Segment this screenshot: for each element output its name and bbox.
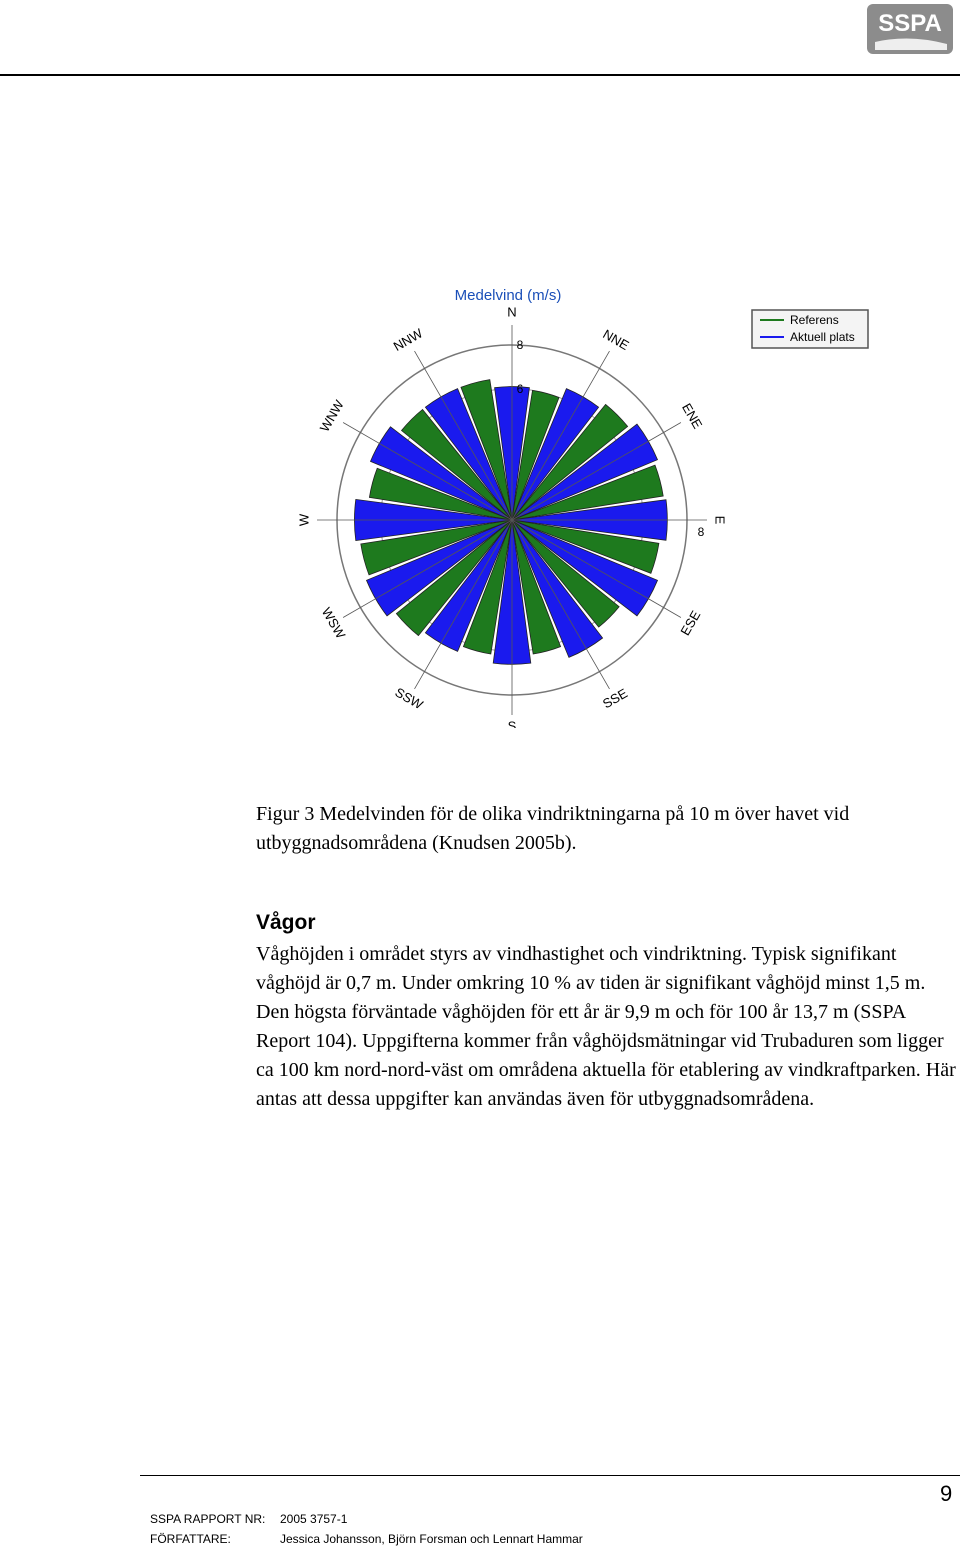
direction-label-w: W — [296, 513, 312, 527]
legend-item-referens: Referens — [790, 313, 839, 327]
figure-caption: Figur 3 Medelvinden för de olika vindriktningarna på 10 m över havet vid utbyggnadsområdena (Knudsen 2005b). — [256, 803, 850, 854]
footer-rule — [140, 1475, 960, 1476]
footer-author-label: FÖRFATTARE: — [150, 1532, 231, 1546]
direction-label-ene: ENE — [679, 400, 706, 432]
legend-item-aktuell-plats: Aktuell plats — [790, 330, 855, 344]
radial-tick-east-8: 8 — [697, 525, 705, 539]
radial-tick-6: 6 — [516, 381, 524, 396]
direction-label-ssw: SSW — [392, 684, 426, 713]
radial-tick-8: 8 — [516, 338, 524, 352]
wind-rose-chart — [296, 278, 876, 728]
direction-label-wsw: WSW — [318, 604, 349, 642]
direction-label-sse: SSE — [599, 685, 630, 712]
direction-label-nnw: NNW — [390, 325, 426, 355]
direction-label-s: S — [507, 718, 517, 728]
direction-label-n: N — [507, 304, 517, 320]
footer-author-value: Jessica Johansson, Björn Forsman och Lennart Hammar — [280, 1532, 583, 1546]
body-paragraph: Våghöjden i området styrs av vindhastighet och vindriktning. Typisk signifikant våghöjd är 0,7 m. Under omkring 10 % av tiden är signifikant våghöjd minst 1,5 m. Den högsta förväntade våghöjden för ett år är 9,9 m och för 100 år 13,7 m (SSPA Report 104). Uppgifterna kommer från våghöjdsmätningar vid Trubaduren som ligger ca 100 km nord-nord-väst om områdena aktuella för etablering av vindkraftparken. Här antas att dessa uppgifter kan användas även för utbyggnadsområdena. — [256, 943, 956, 1110]
chart-title: Medelvind (m/s) — [454, 287, 562, 304]
footer-report-label: SSPA RAPPORT NR: — [150, 1512, 266, 1526]
page-number: 9 — [940, 1481, 953, 1506]
direction-label-wnw: WNW — [316, 397, 347, 435]
direction-label-ese: ESE — [677, 607, 704, 638]
footer-report-line — [150, 1512, 347, 1526]
direction-label-e: E — [712, 515, 728, 525]
section-heading: Vågor — [256, 911, 316, 934]
chart-legend — [752, 310, 868, 348]
sspa-logo — [867, 4, 953, 54]
wind-rose-svg — [296, 278, 876, 728]
footer-report-value: 2005 3757-1 — [280, 1512, 348, 1526]
direction-label-nne: NNE — [600, 326, 632, 354]
logo-text: SSPA — [878, 10, 942, 37]
footer-author-line — [150, 1532, 583, 1546]
header-rule — [0, 74, 960, 76]
